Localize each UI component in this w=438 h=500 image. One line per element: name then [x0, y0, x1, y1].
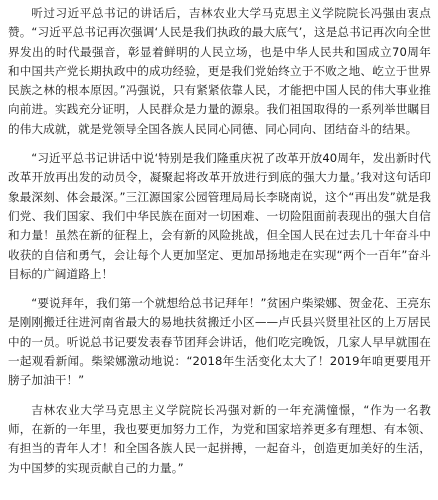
article-paragraph-3: “要说拜年，我们第一个就想给总书记拜年！”贫困户柴梁娜、贺金花、王亮东是刚刚搬迁往进河南省最大的易地扶贫搬迁小区——卢氏县兴贤里社区的上万居民中的一员。听说总书记要发表春节团拜会讲话，他们吃完晚饭，几家人早早就围在一起观看新闻。柴梁娜激动地说：“2018年生活变化太大了！2019年咱更要甩开膀子加油干！”: [8, 296, 431, 388]
article-paragraph-2: “习近平总书记讲话中说‘特别是我们隆重庆祝了改革开放40周年，发出新时代改革开放再出发的动员令，凝聚起将改革开放进行到底的强大力量。’我对这句话印象最深刻、体会最深。”三江源国家公园管理局局长李晓南说，这个“再出发”就是我们党、我们国家、我们中华民族在面对一切困难、一切险阻面前表现出的强大自信和力量！虽然在新的征程上，会有新的风险挑战，但全国人民在过去几十年奋斗中收获的自信和勇气，会让每个人更加坚定、更加昂扬地走在实现“两个一百年”奋斗目标的广阔道路上！: [8, 151, 431, 281]
article-paragraph-4: 吉林农业大学马克思主义学院院长冯强对新的一年充满憧憬，“作为一名教师，在新的一年里，我也要更加努力工作，为党和国家培养更多有理想、有本领、有担当的青年人才！和全国各族人民一起拼搏，一起奋斗，创造更加美好的生活，为中国梦的实现贡献自己的力量。”: [8, 402, 431, 475]
article-paragraph-1: 听过习近平总书记的讲话后，吉林农业大学马克思主义学院院长冯强由衷点赞。“习近平总书记再次强调‘人民是我们执政的最大底气’，这是总书记再次向全世界发出的时代最强音，彰显着鲜明的人民立场，也是中华人民共和国成立70周年和中国共产党长期执政中的成功经验，更是我们党始终立于不败之地、屹立于世界民族之林的根本原因。”冯强说，只有紧紧依靠人民，才能把中国人民的伟大事业推向前进。实践充分证明，人民群众是力量的源泉。我们祖国取得的一系列举世瞩目的伟大成就，就是党领导全国各族人民同心同德、同心同向、团结奋斗的结果。: [8, 6, 431, 136]
